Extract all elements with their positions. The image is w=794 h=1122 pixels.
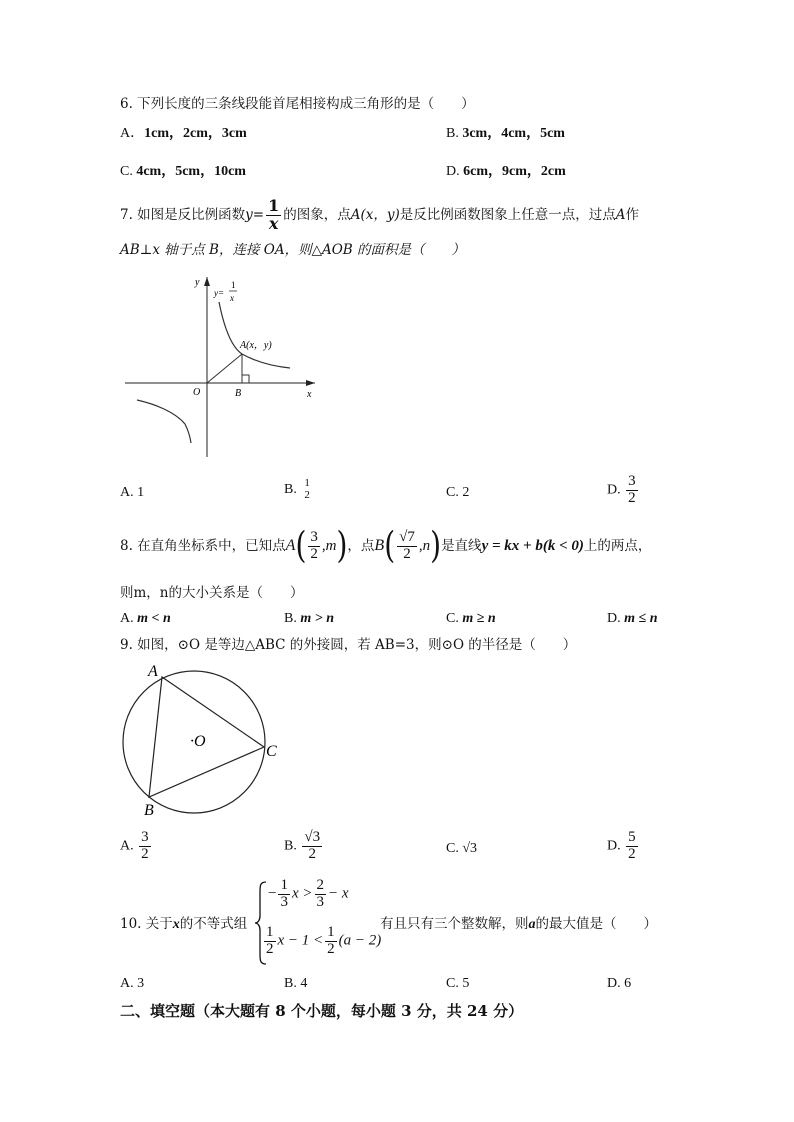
label-a: A(x，y) xyxy=(240,340,272,351)
q10-option-d: D. 6 xyxy=(607,976,632,991)
label-y: y xyxy=(195,277,200,288)
q7-stem-line1: 7. 如图是反比例函数y= $\frac{1}{x}$ 的图象，点A(x，y)是反比例函数图象上任意一点，过点A作 xyxy=(120,196,640,233)
q7-option-d: D. $\frac{3}{2}$ xyxy=(607,473,636,506)
q10-stem-b: 有且只有三个整数解，则a的最大值是（ ） xyxy=(380,916,657,932)
q8-stem-line1: 8. 在直角坐标系中，已知点A( $\frac{3}{2}$ ,m)，点B( $\frac{√7}{2}$ ,n)是直线y = kx + b(k < 0)上的两点， xyxy=(120,524,652,568)
q7-option-c: C. 2 xyxy=(446,485,470,500)
label-o: O xyxy=(193,387,201,398)
q8-option-a: A. m < n xyxy=(120,611,171,626)
label-b: B xyxy=(144,802,154,819)
q6-stem: 6. 下列长度的三条线段能首尾相接构成三角形的是（ ） xyxy=(120,96,475,112)
hyperbola-branch-q3 xyxy=(137,400,191,443)
label-a: A xyxy=(148,663,158,680)
q10-inequality-1: − $\frac{1}{3}$ x > $\frac{2}{3}$ − x xyxy=(268,877,349,910)
q10-inequality-2: $\frac{1}{2}$ x − 1 < $\frac{1}{2}$ (a − 2) xyxy=(266,924,382,957)
q9-stem: 9. 如图，⊙O 是等边△ABC 的外接圆，若 AB=3，则⊙O 的半径是（ ） xyxy=(120,637,577,653)
q6-option-a: A．1cm，2cm，3cm xyxy=(120,126,247,141)
func-label-lhs: y= xyxy=(214,288,225,298)
label-b: B xyxy=(235,388,242,399)
y-axis-arrow xyxy=(204,277,210,286)
func-label-num: 1 xyxy=(231,280,236,290)
q9-option-b: B. $\frac{√3}{2}$ xyxy=(284,829,321,862)
x-axis-arrow xyxy=(306,380,315,386)
q10-option-b: B. 4 xyxy=(284,976,308,991)
q7-stem-line2: AB⊥x 轴于点 B，连接 OA，则△AOB 的面积是（ ） xyxy=(120,242,466,258)
hyperbola-branch-q1 xyxy=(219,302,290,368)
q6-option-d: D. 6cm，9cm，2cm xyxy=(446,164,566,179)
label-o: ·O xyxy=(190,733,206,750)
q10-stem-a: 10. 关于x的不等式组 xyxy=(120,916,248,932)
q9-option-c: C. √3 xyxy=(446,841,478,856)
q10-option-c: C. 5 xyxy=(446,976,470,991)
q8-option-b: B. m > n xyxy=(284,611,334,626)
func-label-den: x xyxy=(230,293,234,303)
q9-option-a: A. $\frac{3}{2}$ xyxy=(120,829,149,862)
q6-option-b: B. 3cm，4cm，5cm xyxy=(446,126,565,141)
label-c: C xyxy=(266,743,277,760)
right-angle-mark xyxy=(242,375,249,383)
q8-stem-line2: 则m，n的大小关系是（ ） xyxy=(120,585,304,601)
q9-circle-figure xyxy=(112,660,292,825)
q7-option-b: B. 1 2 xyxy=(284,477,310,501)
section-2-title: 二、填空题（本大题有 8 个小题，每小题 3 分，共 24 分） xyxy=(120,1002,524,1020)
q6-option-c: C. 4cm，5cm，10cm xyxy=(120,164,246,179)
q8-option-d: D. m ≤ n xyxy=(607,611,658,626)
segment-oa xyxy=(207,354,242,383)
label-x: x xyxy=(307,389,312,400)
q8-option-c: C. m ≥ n xyxy=(446,611,496,626)
q9-option-d: D. $\frac{5}{2}$ xyxy=(607,829,636,862)
q7-option-a: A. 1 xyxy=(120,485,145,500)
q7-hyperbola-figure xyxy=(125,272,325,462)
q10-option-a: A. 3 xyxy=(120,976,145,991)
